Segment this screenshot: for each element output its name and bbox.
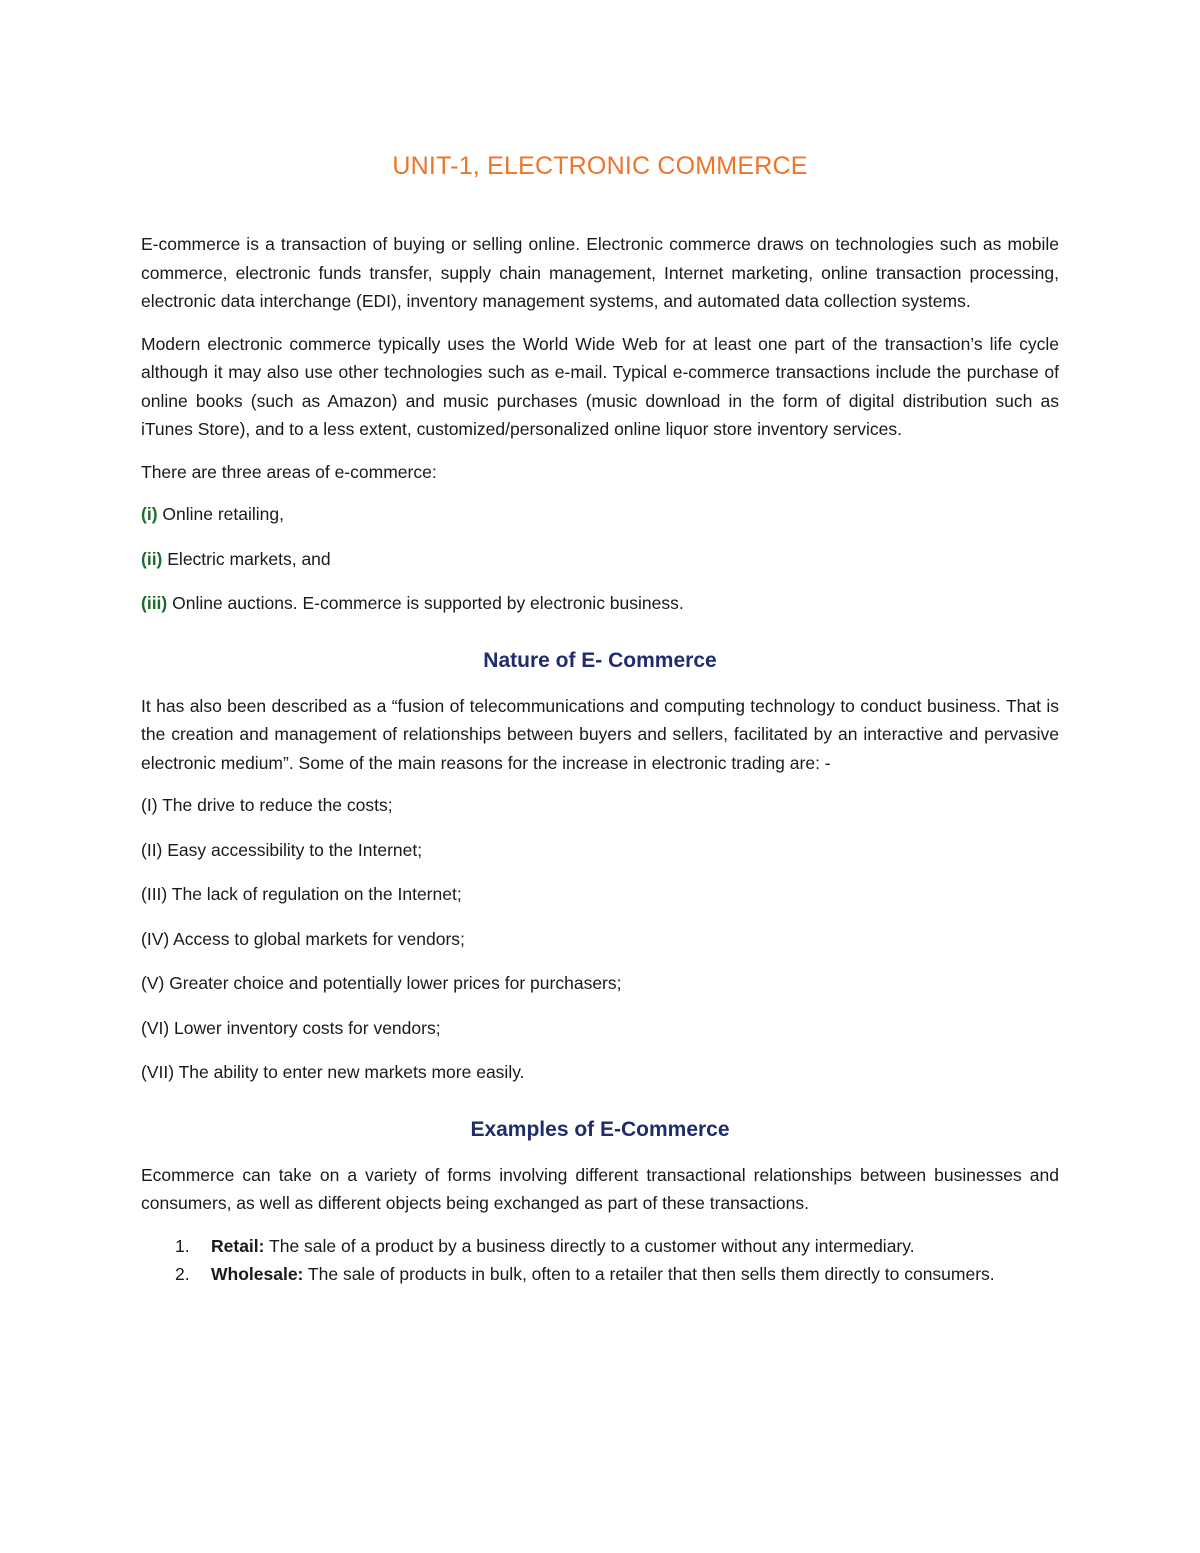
area-text: Electric markets, and [162, 548, 331, 569]
reasons-list [141, 791, 1059, 1087]
example-term: Retail: [211, 1235, 265, 1256]
intro-paragraph-1: E-commerce is a transaction of buying or selling online. Electronic commerce draws on technologies such as mobile commerce, electronic funds transfer, supply chain management, Internet marketing, online transaction processing, electronic data interchange (EDI), inventory management systems, and automated data collection systems. [141, 234, 1059, 311]
document-title: UNIT-1, ELECTRONIC COMMERCE [392, 152, 808, 180]
example-term: Wholesale: [211, 1264, 304, 1284]
example-item [141, 1232, 1059, 1261]
examples-heading: Examples of E-Commerce [470, 1117, 730, 1141]
example-number: 1. [175, 1235, 190, 1256]
reason-item: (I) The drive to reduce the costs; [141, 795, 393, 815]
reason-item: (III) The lack of regulation on the Internet; [141, 884, 462, 904]
area-label: (ii) [141, 548, 163, 569]
area-label: (iii) [141, 593, 168, 613]
nature-heading: Nature of E- Commerce [483, 648, 717, 672]
example-number: 2. [175, 1264, 190, 1284]
example-text: The sale of a product by a business directly to a customer without any intermediary. [264, 1235, 915, 1256]
area-item [141, 500, 1059, 529]
reason-item: (V) Greater choice and potentially lower prices for purchasers; [141, 973, 622, 993]
area-text: Online retailing, [157, 504, 284, 524]
example-text: The sale of products in bulk, often to a retailer that then sells them directly to consumers. [303, 1264, 995, 1284]
area-text: Online auctions. E-commerce is supported by electronic business. [167, 593, 684, 613]
reason-item: (IV) Access to global markets for vendors; [141, 928, 465, 949]
area-item [141, 545, 1059, 574]
examples-paragraph: Ecommerce can take on a variety of forms involving different transactional relationships between businesses and consumers, as well as different objects being exchanged as part of these transactions. [141, 1164, 1059, 1213]
area-item [141, 589, 1059, 618]
example-item [141, 1260, 1059, 1289]
reason-item: (VII) The ability to enter new markets more easily. [141, 1062, 525, 1082]
examples-list [141, 1232, 1059, 1289]
nature-paragraph: It has also been described as a “fusion of telecommunications and computing technology to conduct business. That is the creation and management of relationships between buyers and sellers, facilitated by an interactive and pervasive electronic medium”. Some of the main reasons for the increase in electronic trading are: - [141, 695, 1059, 773]
intro-paragraph-3: There are three areas of e-commerce: [141, 461, 437, 482]
areas-list [141, 500, 1059, 618]
area-label: (i) [141, 504, 158, 524]
intro-paragraph-2: Modern electronic commerce typically uses the World Wide Web for at least one part of the transaction’s life cycle although it may also use other technologies such as e-mail. Typical e-commerce transactions include the purchase of online books (such as Amazon) and music purchases (music download in the form of digital distribution such as iTunes Store), and to a less extent, customized/personalized online liquor store inventory services. [141, 333, 1059, 439]
document-page [141, 148, 1059, 1289]
reason-item: (II) Easy accessibility to the Internet; [141, 839, 423, 860]
reason-item: (VI) Lower inventory costs for vendors; [141, 1017, 441, 1038]
